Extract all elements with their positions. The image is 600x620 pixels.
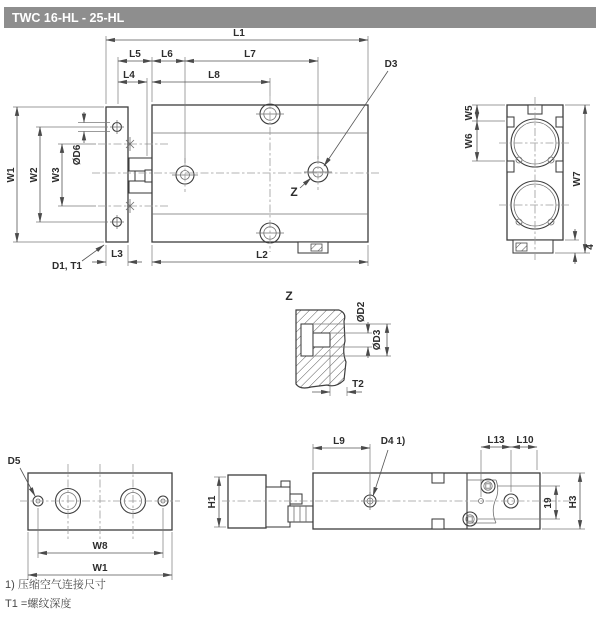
dim-label-l8: L8 — [208, 70, 220, 81]
dim-label-w1: W1 — [6, 167, 17, 183]
dim-label-d6: ØD6 — [72, 144, 83, 166]
footnotes — [5, 577, 106, 610]
dim-label-19: 19 — [543, 497, 554, 509]
dim-label-l6: L6 — [161, 49, 173, 60]
sensor-slot-section — [516, 243, 527, 251]
cylinder-body — [152, 105, 368, 242]
dim-label-4: 4 — [585, 244, 596, 250]
detail-z — [285, 289, 391, 396]
flange-side — [228, 475, 266, 528]
dim-label-l4: L4 — [123, 70, 135, 81]
dim-label-h1: H1 — [207, 495, 218, 509]
dim-label-l2: L2 — [256, 250, 268, 261]
dim-label-d3: D3 — [384, 59, 398, 70]
spacer-block — [266, 487, 290, 527]
dim-label-w5: W5 — [464, 105, 475, 121]
title-bar — [4, 7, 596, 28]
dim-label-d5: D5 — [7, 456, 21, 467]
dim-label-l7: L7 — [244, 49, 256, 60]
dim-label-t2: T2 — [352, 379, 364, 390]
coupling-side — [288, 494, 313, 522]
sensor-slot-tab — [298, 242, 328, 253]
dim-label-w7: W7 — [572, 171, 583, 187]
dim-label-w1-bottom: W1 — [92, 563, 108, 574]
dim-label-l5: L5 — [129, 49, 141, 60]
dim-label-w2: W2 — [29, 167, 40, 183]
dim-label-d1t1: D1, T1 — [51, 261, 83, 272]
counterbore-d3 — [301, 324, 313, 356]
detail-z-label: Z — [285, 289, 293, 303]
front-view — [6, 28, 398, 272]
dim-label-l10: L10 — [516, 435, 534, 446]
dim-label-w6: W6 — [464, 133, 475, 149]
dim-label-l13: L13 — [487, 435, 505, 446]
dim-label-l9: L9 — [333, 436, 345, 447]
rod-coupling — [129, 158, 152, 193]
dim-label-d2: ØD2 — [356, 301, 367, 323]
dim-label-d4: D4 1) — [380, 436, 406, 447]
dim-label-l3: L3 — [111, 249, 123, 260]
page-title: TWC 16-HL - 25-HL — [12, 11, 125, 25]
side-view — [207, 435, 585, 529]
note-thread-depth: T1 =螺纹深度 — [5, 598, 72, 610]
dim-label-l1: L1 — [233, 28, 245, 39]
dim-label-w3: W3 — [51, 167, 62, 183]
note-air-connection: 1) 压缩空气连接尺寸 — [5, 579, 106, 591]
dim-label-h3: H3 — [568, 495, 579, 509]
detail-ref-z: Z — [290, 185, 298, 199]
section-view — [464, 97, 596, 264]
bottom-view — [8, 456, 180, 580]
dim-label-d3-detail: ØD3 — [372, 329, 383, 351]
dim-label-w8: W8 — [92, 541, 108, 552]
hole-d2 — [313, 333, 330, 347]
